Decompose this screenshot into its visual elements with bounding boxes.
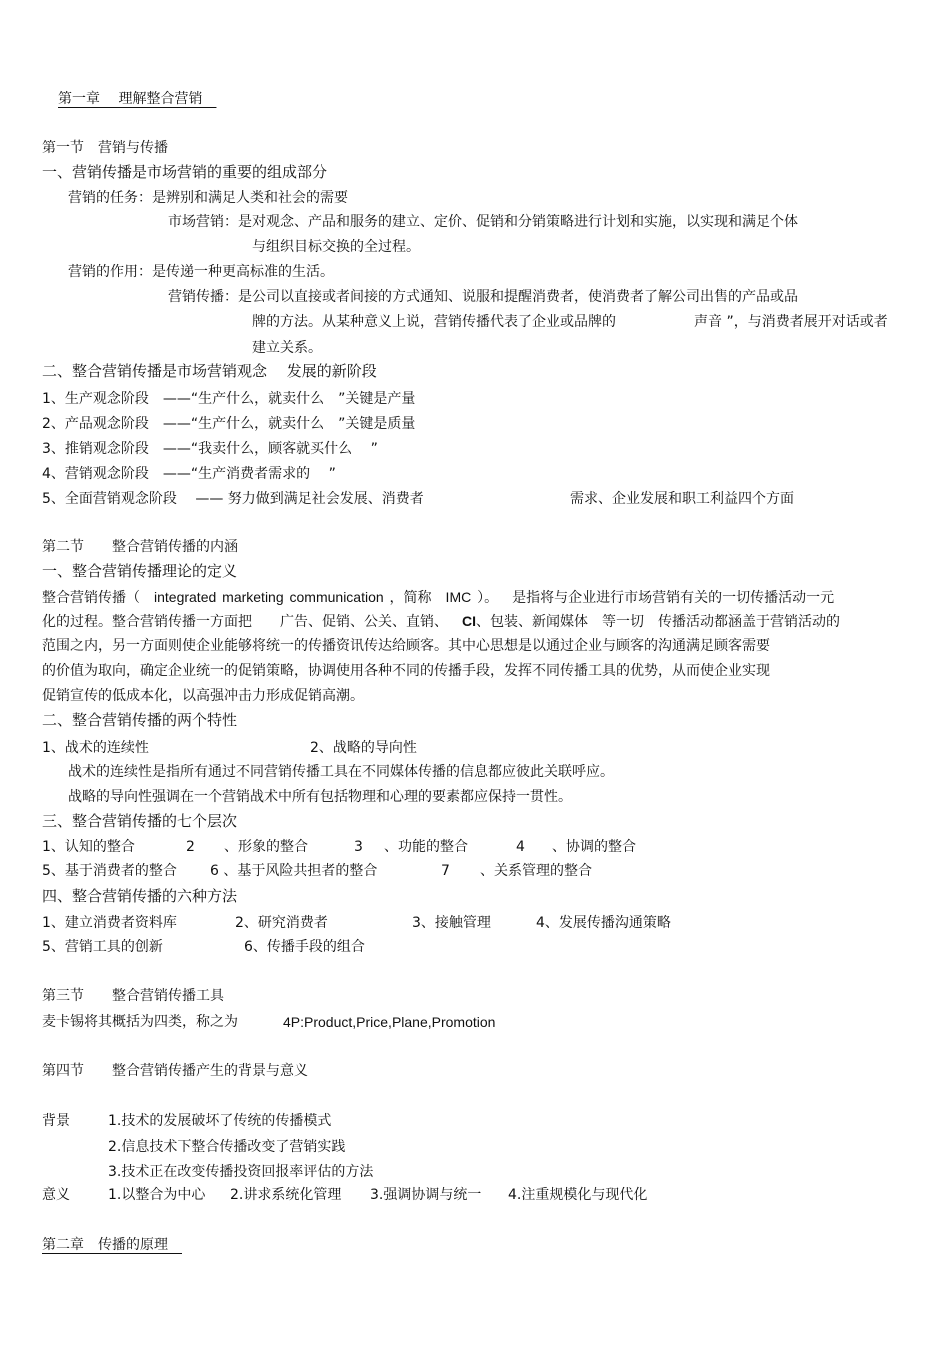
- imc-paragraph-text: 、包装、新闻媒体 等一切 传播活动都涵盖于营销活动的: [476, 614, 840, 630]
- section-1-heading-1: 一、营销传播是市场营销的重要的组成部分: [42, 163, 328, 181]
- method-6: 6、传播手段的组合: [244, 939, 365, 955]
- imc-paragraph-line-1: [42, 590, 834, 605]
- stage-3: 3、推销观念阶段 ——“我卖什么，顾客就买什么 ”: [42, 441, 378, 457]
- level-2-number: 2: [186, 839, 195, 855]
- significance-item-3: 3.强调协调与统一: [370, 1187, 482, 1203]
- imc-paragraph-line-4: 的价值为取向，确定企业统一的促销策略，协调使用各种不同的传播手段，发挥不同传播工具的优势，从而使企业实现: [42, 663, 770, 679]
- level-5: 5、基于消费者的整合: [42, 863, 177, 879]
- level-7-number: 7: [441, 863, 450, 879]
- background-label: 背景: [42, 1113, 70, 1129]
- section-2-heading-2: 二、整合营销传播的两个特性: [42, 711, 238, 729]
- section-4-title: 第四节 整合营销传播产生的背景与意义: [42, 1063, 308, 1079]
- background-item-3: 3.技术正在改变传播投资回报率评估的方法: [108, 1164, 374, 1180]
- significance-label: 意义: [42, 1187, 70, 1203]
- imc-english-term: integrated marketing communication ，简称 IMC ）。: [154, 589, 499, 605]
- level-3: 、功能的整合: [384, 839, 468, 855]
- feature-1: 1、战术的连续性: [42, 740, 149, 756]
- comm-definition-line-2a: 牌的方法。从某种意义上说，营销传播代表了企业或品牌的: [252, 314, 616, 330]
- comm-definition-line-3: 建立关系。: [252, 340, 322, 356]
- method-4: 4、发展传播沟通策略: [536, 915, 671, 931]
- chapter-1-title: 第一章 理解整合营销: [58, 91, 217, 107]
- imc-paragraph-text: 是指将与企业进行市场营销有关的一切传播活动一元: [512, 590, 835, 606]
- significance-item-4: 4.注重规模化与现代化: [508, 1187, 648, 1203]
- comm-definition-line-2b: 声音 ”，与消费者展开对话或者: [694, 314, 888, 330]
- method-3: 3、接触管理: [412, 915, 491, 931]
- method-2: 2、研究消费者: [235, 915, 328, 931]
- level-1: 1、认知的整合: [42, 839, 135, 855]
- significance-item-2: 2.讲求系统化管理: [230, 1187, 342, 1203]
- section-1-heading-2: 二、整合营销传播是市场营销观念 发展的新阶段: [42, 362, 377, 380]
- stage-4: 4、营销观念阶段 ——“生产消费者需求的 ”: [42, 466, 336, 482]
- level-4: 、协调的整合: [552, 839, 636, 855]
- imc-paragraph-text: 化的过程。整合营销传播一方面把 广告、促销、公关、直销、: [42, 614, 448, 630]
- section-2-heading-3: 三、整合营销传播的七个层次: [42, 812, 238, 830]
- feature-2: 2、战略的导向性: [310, 740, 417, 756]
- feature-1-description: 战术的连续性是指所有通过不同营销传播工具在不同媒体传播的信息都应彼此关联呼应。: [68, 764, 614, 780]
- method-1: 1、建立消费者资料库: [42, 915, 177, 931]
- background-item-1: 1.技术的发展破坏了传统的传播模式: [108, 1113, 332, 1129]
- method-5: 5、营销工具的创新: [42, 939, 163, 955]
- section-3-title: 第三节 整合营销传播工具: [42, 988, 224, 1004]
- marketing-task: 营销的任务：是辨别和满足人类和社会的需要: [68, 190, 348, 206]
- imc-paragraph-line-3: 范围之内，另一方面则使企业能够将统一的传播资讯传达给顾客。其中心思想是以通过企业与顾客的沟通满足顾客需要: [42, 638, 770, 654]
- imc-paragraph-line-2: [42, 614, 840, 629]
- section-2-heading-1: 一、整合营销传播理论的定义: [42, 562, 238, 580]
- imc-paragraph-line-5: 促销宣传的低成本化，以高强冲击力形成促销高潮。: [42, 688, 364, 704]
- market-definition-line-1: 市场营销：是对观念、产品和服务的建立、定价、促销和分销策略进行计划和实施，以实现和满足个体: [168, 214, 798, 230]
- level-7: 、关系管理的整合: [480, 863, 592, 879]
- level-3-number: 3: [354, 839, 363, 855]
- stage-5-part-a: 5、全面营销观念阶段 —— 努力做到满足社会发展、消费者: [42, 491, 424, 507]
- stage-5-part-b: 需求、企业发展和职工利益四个方面: [570, 491, 794, 507]
- marketing-role: 营销的作用：是传递一种更高标准的生活。: [68, 264, 334, 280]
- comm-definition-line-1: 营销传播：是公司以直接或者间接的方式通知、说服和提醒消费者，使消费者了解公司出售的产品或品: [168, 289, 798, 305]
- feature-2-description: 战略的导向性强调在一个营销战术中所有包括物理和心理的要素都应保持一贯性。: [68, 789, 572, 805]
- section-1-title: 第一节 营销与传播: [42, 140, 168, 156]
- stage-2: 2、产品观念阶段 ——“生产什么，就卖什么 ”关键是质量: [42, 416, 416, 432]
- stage-1: 1、生产观念阶段 ——“生产什么，就卖什么 ”关键是产量: [42, 391, 416, 407]
- level-2: 、形象的整合: [224, 839, 308, 855]
- significance-item-1: 1.以整合为中心: [108, 1187, 206, 1203]
- level-6: 6 、基于风险共担者的整合: [210, 863, 378, 879]
- market-definition-line-2: 与组织目标交换的全过程。: [252, 239, 420, 255]
- level-4-number: 4: [516, 839, 525, 855]
- mccarthy-text: 麦卡锡将其概括为四类，称之为: [42, 1014, 238, 1030]
- imc-paragraph-text: 整合营销传播（: [42, 590, 140, 606]
- section-2-heading-4: 四、整合营销传播的六种方法: [42, 887, 238, 905]
- four-p-list: 4P:Product,Price,Plane,Promotion: [283, 1014, 496, 1030]
- chapter-2-title: 第二章 传播的原理: [42, 1237, 182, 1253]
- background-item-2: 2.信息技术下整合传播改变了营销实践: [108, 1139, 346, 1155]
- ci-term: CI: [462, 613, 476, 629]
- section-2-title: 第二节 整合营销传播的内涵: [42, 539, 238, 555]
